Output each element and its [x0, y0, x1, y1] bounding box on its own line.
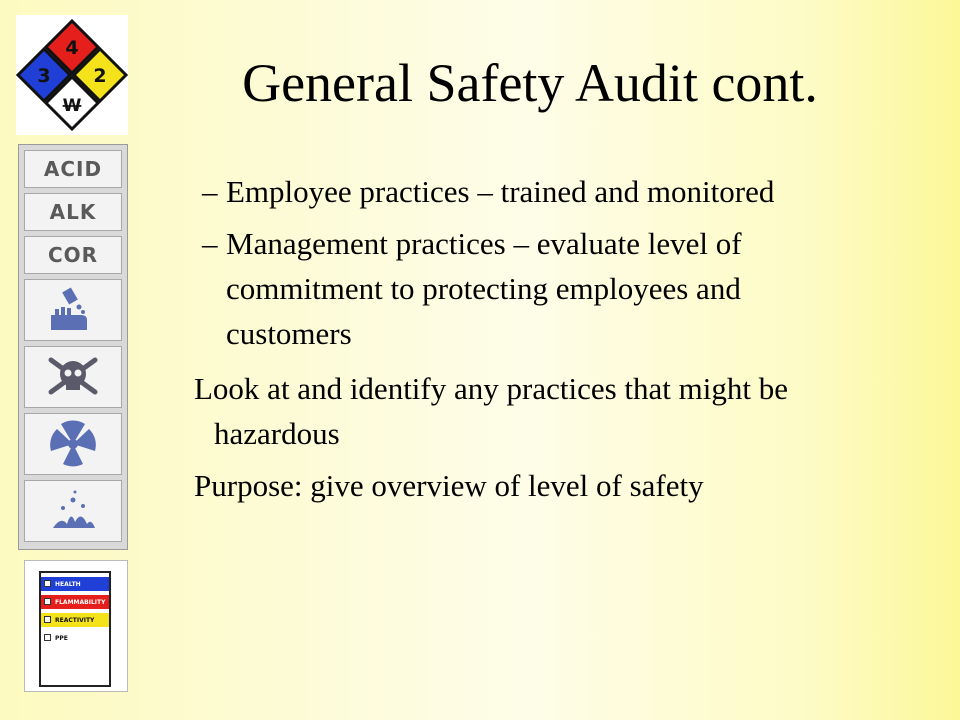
hmis-reactivity-row: [41, 613, 109, 627]
nfpa-reactivity-value: 2: [93, 65, 107, 87]
radiation-icon: [24, 413, 122, 475]
sign-cor: [24, 236, 122, 274]
splash-icon: [24, 480, 122, 542]
hmis-flammability-label: FLAMMABILITY: [55, 598, 106, 606]
sub-bullet-text: Employee practices – trained and monitored: [226, 174, 775, 209]
hmis-label-icon: [24, 560, 128, 692]
hazard-sign-strip: [18, 144, 128, 550]
hmis-label-panel: [39, 571, 111, 687]
sub-bullet-marker: –: [202, 174, 218, 209]
bullet-item: Purpose: give overview of level of safety: [194, 468, 704, 503]
sign-acid: [24, 150, 122, 188]
hmis-health-row: [41, 577, 109, 591]
hmis-reactivity-label: REACTIVITY: [55, 616, 95, 624]
bullet-item: Look at and identify any practices that might be hazardous: [194, 371, 788, 451]
hmis-ppe-row: [41, 631, 109, 645]
nfpa-flammability-value: 4: [65, 37, 79, 59]
corrosive-hand-icon: [24, 279, 122, 341]
sub-bullet-text: Management practices – evaluate level of commitment to protecting employees and customers: [226, 226, 742, 351]
nfpa-health-value: 3: [37, 65, 51, 87]
hmis-health-label: HEALTH: [55, 580, 81, 588]
skull-crossbones-icon: [24, 346, 122, 408]
sign-acid-label: ACID: [43, 157, 103, 181]
slide-title: General Safety Audit cont.: [242, 53, 818, 113]
sign-alk-label: ALK: [49, 200, 97, 224]
sub-bullet-marker: –: [202, 226, 218, 261]
sub-bullet-item: [202, 221, 842, 356]
hmis-flammability-row: [41, 595, 109, 609]
sign-alk: [24, 193, 122, 231]
hmis-ppe-label: PPE: [55, 634, 68, 642]
sign-cor-label: COR: [47, 243, 99, 267]
nfpa-diamond-icon: [16, 15, 128, 135]
nfpa-special-value: W: [62, 96, 82, 116]
sub-bullet-item: [202, 169, 892, 214]
